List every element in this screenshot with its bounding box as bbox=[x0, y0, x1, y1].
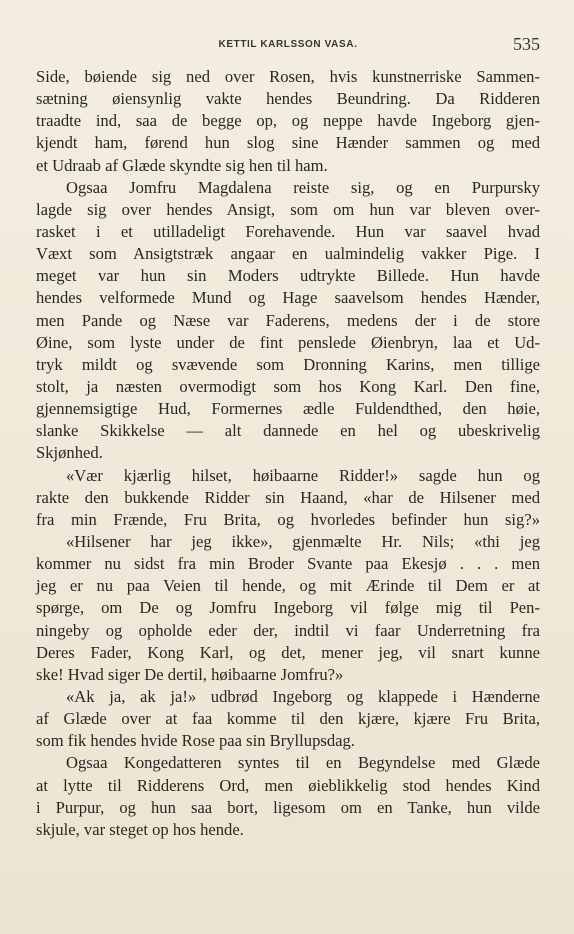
text-line: sætning øiensynlig vakte hendes Beundring. Da Ridderen bbox=[36, 89, 540, 109]
text-line: at lytte til Ridderens Ord, men øieblikkelig stod hendes Kind bbox=[36, 775, 540, 795]
text-line: fra min Frænde, Fru Brita, og hvorledes befinder hun sig?» bbox=[36, 509, 540, 529]
text-line: skjule, var steget op hos hende. bbox=[36, 819, 244, 839]
text-line: kjendt ham, førend hun slog sine Hænder sammen og med bbox=[36, 133, 540, 153]
text-line: gjennemsigtige Hud, Formernes ædle Fuldendthed, den høie, bbox=[36, 399, 540, 419]
text-line: Væxt som Ansigtstræk angaar en ualmindelig vakker Pige. I bbox=[36, 244, 540, 264]
text-line: «Ak ja, ak ja!» udbrød Ingeborg og klappede i Hænderne bbox=[66, 686, 540, 706]
text-line: stolt, ja næsten overmodigt som hos Kong Karl. Den fine, bbox=[36, 376, 540, 396]
text-line: af Glæde over at faa komme til den kjære, kjære Fru Brita, bbox=[36, 709, 540, 729]
text-line: «Hilsener har jeg ikke», gjenmælte Hr. Nils; «thi jeg bbox=[66, 531, 540, 551]
text-line: meget var hun sin Moders udtrykte Billede. Hun havde bbox=[36, 266, 540, 286]
text-line: men Pande og Næse var Faderens, medens der i de store bbox=[36, 310, 540, 330]
text-line: Deres Fader, Kong Karl, og det, mener jeg, vil snart kunne bbox=[36, 642, 540, 662]
text-line: rakte den bukkende Ridder sin Haand, «har de Hilsener med bbox=[36, 487, 540, 507]
text-line: Ogsaa Kongedatteren syntes til en Begyndelse med Glæde bbox=[66, 753, 540, 773]
text-line: som fik hendes hvide Rose paa sin Bryllupsdag. bbox=[36, 731, 355, 751]
text-line: kommer nu sidst fra min Broder Svante paa Ekesjø . . . men bbox=[36, 554, 540, 574]
text-line: tryk mildt og svævende som Dronning Karins, men tillige bbox=[36, 354, 540, 374]
text-line: Ogsaa Jomfru Magdalena reiste sig, og en Purpursky bbox=[66, 177, 540, 197]
text-line: ningeby og opholde eder der, indtil vi faar Underretning fra bbox=[36, 620, 540, 640]
text-line: spørge, om De og Jomfru Ingeborg vil følge mig til Pen- bbox=[36, 598, 540, 618]
text-line: Skjønhed. bbox=[36, 443, 103, 463]
text-line: «Vær kjærlig hilset, høibaarne Ridder!» sagde hun og bbox=[66, 465, 540, 485]
text-line: i Purpur, og hun saa bort, ligesom om en Tanke, hun vilde bbox=[36, 797, 540, 817]
text-line: rasket i et utilladeligt Forehavende. Hun var saavel hvad bbox=[36, 221, 540, 241]
text-line: ske! Hvad siger De dertil, høibaarne Jomfru?» bbox=[36, 664, 344, 684]
text-line: hendes velformede Mund og Hage saavelsom hendes Hænder, bbox=[36, 288, 540, 308]
text-line: traadte ind, saa de begge op, og neppe havde Ingeborg gjen- bbox=[36, 111, 540, 131]
text-line: jeg er nu paa Veien til hende, og mit Ærinde til Dem er at bbox=[36, 576, 540, 596]
page-number: 535 bbox=[513, 34, 540, 54]
text-line: Side, bøiende sig ned over Rosen, hvis kunstnerriske Sammen- bbox=[36, 67, 540, 86]
text-line: Øine, som lyste under de fint penslede Øienbryn, laa et Ud- bbox=[36, 332, 540, 352]
running-title: KETTIL KARLSSON VASA. bbox=[218, 39, 358, 50]
text-line: et Udraab af Glæde skyndte sig hen til ham. bbox=[36, 155, 328, 175]
page-header bbox=[36, 34, 540, 58]
text-line: lagde sig over hendes Ansigt, som om hun var bleven over- bbox=[36, 199, 540, 219]
text-line: slanke Skikkelse — alt dannede en hel og ubeskrivelig bbox=[36, 421, 540, 441]
body-text bbox=[36, 66, 540, 841]
